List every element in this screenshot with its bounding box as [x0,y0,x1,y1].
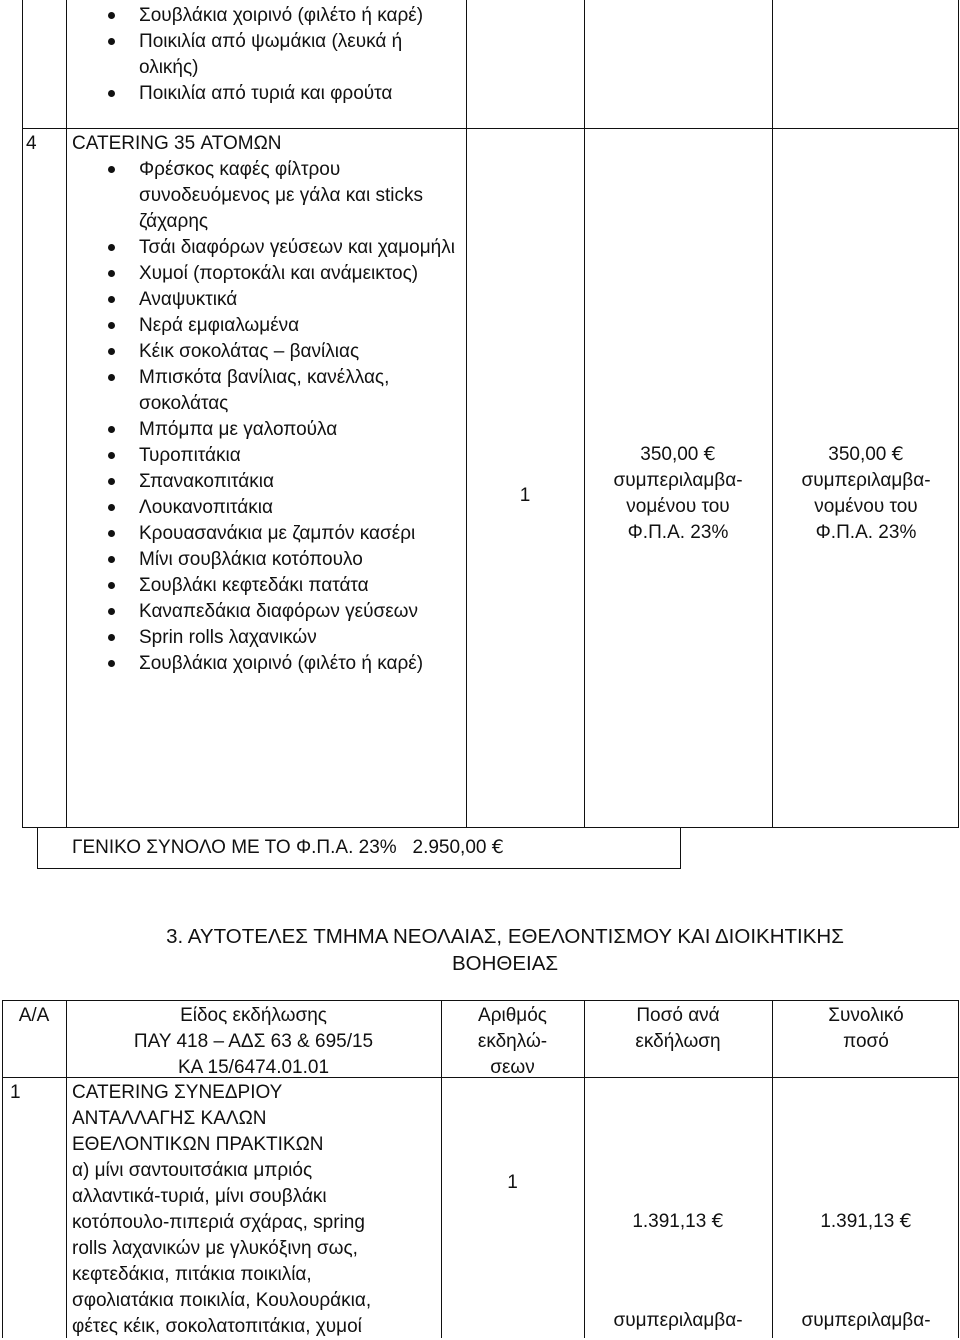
header-line: Ποσό ανά [636,1005,720,1026]
row-number: 1 [10,1082,21,1103]
list-item: Αναψυκτικά [104,287,464,313]
header-aa: Α/Α [18,1005,50,1026]
total-note: συμπεριλαμβα- [801,470,931,491]
list-item: Νερά εμφιαλωμένα [104,313,464,339]
euro-icon: € [899,1210,912,1232]
header-event-type [68,1003,439,1081]
section-heading [0,923,960,977]
list-item: Σουβλάκι κεφτεδάκι πατάτα [104,573,464,599]
header-count [443,1003,582,1081]
table-2-border [958,1000,959,1338]
description-line: αλλαντικά-τυριά, μίνι σουβλάκι [72,1186,327,1207]
total-note: Φ.Π.Α. 23% [815,522,917,543]
list-item: Τσάι διαφόρων γεύσεων και χαμομήλι [104,235,464,261]
list-item: Μίνι σουβλάκια κοτόπουλο [104,547,464,573]
header-total [774,1003,958,1055]
unit-price-note: Φ.Π.Α. 23% [627,522,729,543]
header-line: Είδος εκδήλωσης [180,1005,327,1026]
row-number: 4 [26,133,37,154]
unit-price-note: συμπεριλαμβα- [613,1310,743,1331]
list-item: Τυροπιτάκια [104,443,464,469]
quantity-cell: 1 [519,485,531,506]
catering-items-list [104,157,464,677]
description-line: rolls λαχανικών με γλυκόξινη σως, [72,1238,358,1259]
header-line: εκδήλωση [635,1031,721,1052]
total-cell [774,441,958,546]
list-item: Σπανακοπιτάκια [104,469,464,495]
table-2-border [2,1000,958,1001]
table-1-continued-items [104,3,464,107]
header-line: Αριθμός [478,1005,547,1026]
list-item: Σουβλάκια χοιρινό (φιλέτο ή καρέ) [104,651,464,677]
unit-price-cell [586,441,770,546]
description-line: ΑΝΤΑΛΛΑΓΗΣ ΚΑΛΩΝ [72,1108,267,1129]
grand-total-border [37,868,680,869]
table-2-border [441,1000,442,1338]
header-line: Συνολικό [828,1005,904,1026]
description-line: φέτες κέικ, σοκολατοπιτάκια, χυμοί [72,1316,362,1337]
table-1-border [66,0,67,828]
grand-total-border [680,827,681,869]
table-2-border [584,1000,585,1338]
unit-price-amount: 350,00 € [640,443,716,465]
list-item: Μπόμπα με γαλοπούλα [104,417,464,443]
euro-icon: € [491,836,504,858]
description-line: CATERING ΣΥΝΕΔΡΙΟΥ [72,1082,283,1103]
row-title: CATERING 35 ΑΤΟΜΩΝ [72,133,282,154]
table-1-border [22,128,958,129]
header-line: εκδηλώ- [477,1031,548,1052]
header-line: ΚΑ 15/6474.01.01 [177,1057,330,1078]
list-item: Ποικιλία από ψωμάκια (λευκά ή ολικής) [104,29,464,81]
header-unit-price [586,1003,770,1055]
list-item: Καναπεδάκια διαφόρων γεύσεων [104,599,464,625]
euro-icon: € [891,443,904,465]
euro-icon: € [711,1210,724,1232]
quantity-cell: 1 [507,1172,518,1193]
header-line: ΠΑΥ 418 – ΑΔΣ 63 & 695/15 [133,1031,374,1052]
list-item: Sprin rolls λαχανικών [104,625,464,651]
table-1-border [584,0,585,828]
table-2-border [66,1000,67,1338]
grand-total [72,834,504,861]
total-note: συμπεριλαμβα- [801,1310,931,1331]
table-1-border [22,827,958,828]
list-item: Λουκανοπιτάκια [104,495,464,521]
description-line: ΕΘΕΛΟΝΤΙΚΩΝ ΠΡΑΚΤΙΚΩΝ [72,1134,324,1155]
total-amount: 1.391,13 € [820,1210,912,1232]
table-2-border [772,1000,773,1338]
list-item: Σουβλάκια χοιρινό (φιλέτο ή καρέ) [104,3,464,29]
unit-price-note: συμπεριλαμβα- [613,470,743,491]
total-note: νομένου του [814,496,918,517]
grand-total-border [37,827,38,869]
table-1-border [958,0,959,828]
total-amount: 350,00 € [828,443,904,465]
event-description [72,1080,440,1340]
list-item: Ποικιλία από τυριά και φρούτα [104,81,464,107]
list-item: Κέικ σοκολάτας – βανίλιας [104,339,464,365]
header-line: σεων [490,1057,535,1078]
grand-total-value: 2.950,00 [412,837,487,858]
unit-price-note: νομένου του [626,496,730,517]
table-1-border [466,0,467,828]
description-line: κεφτεδάκια, πιτάκια ποικιλία, [72,1264,312,1285]
header-line: ποσό [843,1031,889,1052]
description-line: σφολιατάκια ποικιλία, Κουλουράκια, [72,1290,372,1311]
list-item: Μπισκότα βανίλιας, κανέλλας, σοκολάτας [104,365,464,417]
list-item: Κρουασανάκια με ζαμπόν κασέρι [104,521,464,547]
description-line: κοτόπουλο-πιπεριά σχάρας, spring [72,1212,365,1233]
table-1-border [22,0,23,828]
list-item: Φρέσκος καφές φίλτρου συνοδευόμενος με γάλα και sticks ζάχαρης [104,157,464,235]
description-line: α) μίνι σαντουιτσάκια μπριός [72,1160,313,1181]
table-1-border [772,0,773,828]
table-2-border [2,1000,3,1338]
grand-total-label: ΓΕΝΙΚΟ ΣΥΝΟΛΟ ΜΕ ΤΟ Φ.Π.Α. 23% [72,837,397,858]
euro-icon: € [703,443,716,465]
section-heading-line: ΒΟΗΘΕΙΑΣ [451,952,559,975]
section-heading-line: 3. ΑΥΤΟΤΕΛΕΣ ΤΜΗΜΑ ΝΕΟΛΑΙΑΣ, ΕΘΕΛΟΝΤΙΣΜΟΥ ΚΑΙ ΔΙΟΙΚΗΤΙΚΗΣ [166,925,844,948]
unit-price-amount: 1.391,13 € [632,1210,724,1232]
list-item: Χυμοί (πορτοκάλι και ανάμεικτος) [104,261,464,287]
